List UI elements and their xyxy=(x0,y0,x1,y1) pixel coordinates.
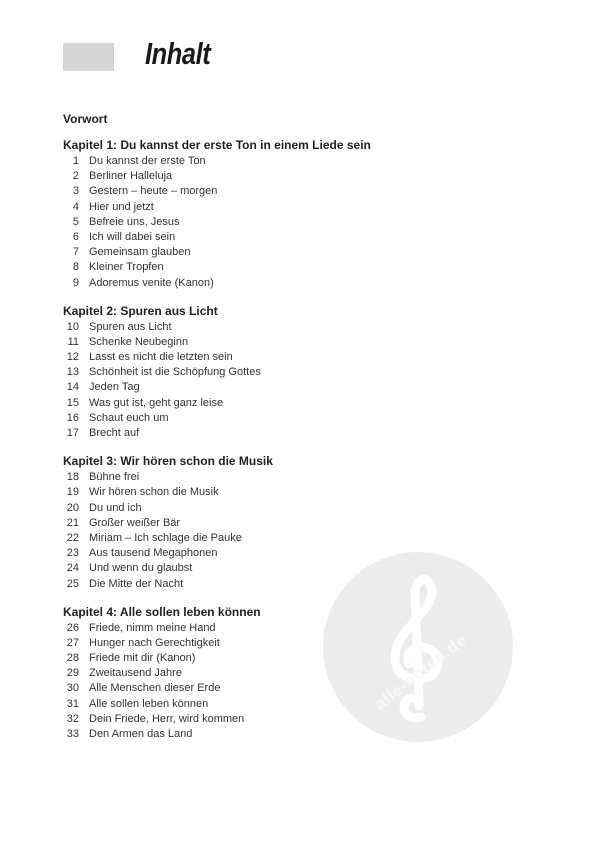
list-item xyxy=(63,426,483,441)
entry-number: 11 xyxy=(67,335,79,348)
entry-title: Dein Friede, Herr, wird kommen xyxy=(89,712,245,725)
entry-number: 5 xyxy=(72,215,79,228)
entry-title: Jeden Tag xyxy=(89,381,140,394)
entry-number: 3 xyxy=(72,185,79,198)
list-item xyxy=(63,154,483,169)
watermark-text: alle-noten.de xyxy=(372,631,471,714)
entry-title: Alle sollen leben können xyxy=(89,697,209,710)
entry-title: Befreie uns, Jesus xyxy=(89,215,180,228)
entry-number: 29 xyxy=(66,667,79,680)
entry-number: 12 xyxy=(66,351,79,364)
entry-title: Adoremus venite (Kanon) xyxy=(89,276,214,289)
entry-number: 4 xyxy=(72,200,79,213)
list-item xyxy=(63,501,483,516)
entry-number: 24 xyxy=(66,562,79,575)
list-item xyxy=(63,697,483,712)
entry-number: 17 xyxy=(66,427,79,439)
list-item xyxy=(63,516,483,531)
entry-title: Und wenn du glaubst xyxy=(89,562,193,575)
entry-title: Spuren aus Licht xyxy=(89,320,172,333)
list-item xyxy=(63,577,483,592)
entry-title: Lasst es nicht die letzten sein xyxy=(89,351,233,364)
list-item xyxy=(63,621,483,636)
entry-title: Alle Menschen dieser Erde xyxy=(89,682,221,695)
list-item xyxy=(63,396,483,411)
entry-title: Den Armen das Land xyxy=(89,728,193,740)
entry-number: 18 xyxy=(66,471,79,484)
entry-number: 16 xyxy=(66,411,79,424)
entry-number: 25 xyxy=(66,577,79,590)
list-item xyxy=(63,276,483,291)
entry-title: Brecht auf xyxy=(89,427,140,439)
entry-title: Großer weißer Bär xyxy=(89,516,181,529)
chapter-title: Kapitel 1: Du kannst der erste Ton in einem Liede sein xyxy=(63,138,371,152)
entry-number: 14 xyxy=(66,381,79,394)
list-item xyxy=(63,245,483,260)
entry-title: Miriam – Ich schlage die Pauke xyxy=(89,531,242,544)
entry-number: 19 xyxy=(66,486,79,499)
entry-title: Gestern – heute – morgen xyxy=(89,185,218,198)
entry-title: Hunger nach Gerechtigkeit xyxy=(89,636,220,649)
entry-title: Die Mitte der Nacht xyxy=(89,577,184,590)
chapter-section xyxy=(63,605,483,743)
entry-number: 28 xyxy=(66,652,79,665)
list-item xyxy=(63,411,483,426)
entry-title: Wir hören schon die Musik xyxy=(89,486,219,499)
entry-number: 32 xyxy=(66,712,79,725)
entry-title: Schönheit ist die Schöpfung Gottes xyxy=(89,366,261,379)
list-item xyxy=(63,230,483,245)
list-item xyxy=(63,365,483,380)
list-item xyxy=(63,485,483,500)
page-title: Inhalt xyxy=(145,36,211,71)
entry-title: Du und ich xyxy=(89,501,142,514)
table-of-contents xyxy=(63,112,483,755)
entry-title: Schaut euch um xyxy=(89,411,169,424)
list-item xyxy=(63,470,483,485)
entry-number: 15 xyxy=(66,396,79,409)
chapter-section xyxy=(63,304,483,442)
list-item xyxy=(63,184,483,199)
list-item xyxy=(63,666,483,681)
header-gray-block xyxy=(63,43,114,71)
list-item xyxy=(63,531,483,546)
entry-title: Du kannst der erste Ton xyxy=(89,155,206,167)
entry-title: Was gut ist, geht ganz leise xyxy=(89,396,224,409)
list-item xyxy=(63,350,483,365)
entry-number: 30 xyxy=(66,682,79,695)
chapter-section xyxy=(63,138,483,291)
list-item xyxy=(63,636,483,651)
list-item xyxy=(63,260,483,275)
chapter-title: Kapitel 3: Wir hören schon die Musik xyxy=(63,454,273,469)
entry-number: 7 xyxy=(72,246,79,259)
entry-title: Friede mit dir (Kanon) xyxy=(89,652,196,665)
entry-number: 22 xyxy=(66,531,79,544)
entry-title: Kleiner Tropfen xyxy=(89,261,164,274)
entry-number: 2 xyxy=(72,170,79,183)
entry-number: 21 xyxy=(66,516,79,529)
chapter-section xyxy=(63,454,483,592)
entry-number: 26 xyxy=(66,621,79,634)
entry-title: Schenke Neubeginn xyxy=(89,335,189,348)
entry-title: Hier und jetzt xyxy=(89,200,154,213)
entry-title: Gemeinsam glauben xyxy=(89,246,191,259)
entry-number: 27 xyxy=(66,636,79,649)
list-item xyxy=(63,712,483,727)
entry-number: 9 xyxy=(72,276,79,289)
list-item xyxy=(63,546,483,561)
chapter-list xyxy=(63,138,483,742)
entry-title: Zweitausend Jahre xyxy=(89,667,182,680)
list-item xyxy=(63,727,483,742)
chapter-title: Kapitel 2: Spuren aus Licht xyxy=(63,303,218,318)
entry-title: Aus tausend Megaphonen xyxy=(89,547,218,560)
entry-title: Friede, nimm meine Hand xyxy=(89,621,216,634)
list-item xyxy=(63,380,483,395)
entry-title: Berliner Halleluja xyxy=(89,170,173,183)
chapter-title: Kapitel 4: Alle sollen leben können xyxy=(63,604,261,619)
list-item xyxy=(63,651,483,666)
entry-number: 8 xyxy=(72,261,79,274)
entry-number: 1 xyxy=(72,155,79,167)
list-item xyxy=(63,215,483,230)
entry-title: Ich will dabei sein xyxy=(89,230,176,243)
list-item xyxy=(63,561,483,576)
entry-number: 13 xyxy=(66,366,79,379)
entry-number: 33 xyxy=(66,728,79,740)
list-item xyxy=(63,681,483,696)
entry-number: 23 xyxy=(66,547,79,560)
list-item xyxy=(63,335,483,350)
list-item xyxy=(63,169,483,184)
entry-title: Bühne frei xyxy=(89,471,140,484)
list-item xyxy=(63,320,483,335)
list-item xyxy=(63,200,483,215)
entry-number: 20 xyxy=(66,501,79,514)
entry-number: 6 xyxy=(72,230,79,243)
entry-number: 31 xyxy=(66,697,79,710)
entry-number: 10 xyxy=(66,320,79,333)
vorwort-heading: Vorwort xyxy=(63,112,108,126)
